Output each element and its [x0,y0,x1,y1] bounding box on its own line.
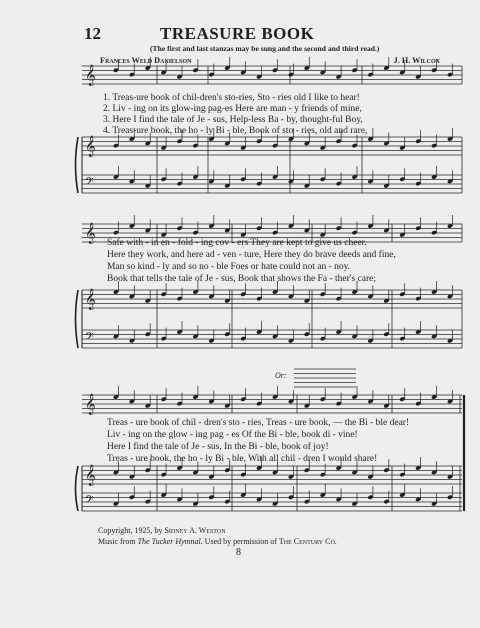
treble-clef: 𝄞 [85,136,96,157]
bass-clef: 𝄢 [85,494,94,509]
bass-clef: 𝄢 [85,176,94,191]
copyright-line: Copyright, 1925, by Sidney A. Weston [98,526,226,535]
page-footer-number: 8 [236,547,241,558]
performance-note: (The first and last stanzas may be sung and the second and third read.) [150,44,380,53]
lyric-line: Here they work, and here ad - ven - ture, Here they do brave deeds and fine, [107,250,396,260]
lyric-line: 3. Here I find the tale of Je - sus, Help-less Ba - by, thought-ful Boy, [103,115,363,125]
lyric-line: Treas - ure book of chil - dren's sto - ries, Treas - ure book, — the Bi - ble dear! [107,418,410,428]
music-credit: J. H. Wilcox [393,56,440,65]
lyric-line: Here I find the tale of Je - sus, In the Bi - ble, book of joy! [107,442,329,452]
treble-clef: 𝄞 [85,289,96,310]
treble-clef: 𝄞 [85,223,96,244]
treble-clef: 𝄞 [85,394,96,415]
lyric-line: Man so kind - ly and so no - ble Foes or hate could not an - noy. [107,262,351,272]
lyric-line: 1. Treas-ure book of chil-dren's sto-ries, Sto - ries old I like to hear! [103,93,360,103]
lyric-line: Safe with - in en - fold - ing cov - ers They are kept to give us cheer. [107,238,367,248]
hymn-title: TREASURE BOOK [160,24,315,43]
brace [76,137,79,193]
lyric-line: Treas - ure book, the ho - ly Bi - ble, With all chil - dren I would share! [107,454,378,464]
page-number: 12 [84,24,101,43]
alternate-ending-label: Or: [275,371,287,380]
brace [76,290,79,348]
source-line: Music from The Tucker Hymnal. Used by permission of The Century Co. [98,537,337,546]
bass-clef: 𝄢 [85,331,94,346]
words-credit: Frances Weld Danielson [100,56,192,65]
lyric-line: Liv - ing on the glow - ing pag - es Of the Bi - ble, book di - vine! [107,430,358,440]
lyric-line: 4. Treas-ure book, the ho - ly Bi - ble, Book of sto - ries, old and rare, [103,126,368,136]
treble-clef: 𝄞 [85,65,96,86]
lyric-line: Book that tells the tale of Je - sus, Book that shows the Fa - ther's care; [107,274,376,284]
brace [76,466,79,511]
treble-clef: 𝄞 [85,465,96,486]
lyric-line: 2. Liv - ing on its glow-ing pag-es Here are man - y friends of mine, [103,104,362,114]
